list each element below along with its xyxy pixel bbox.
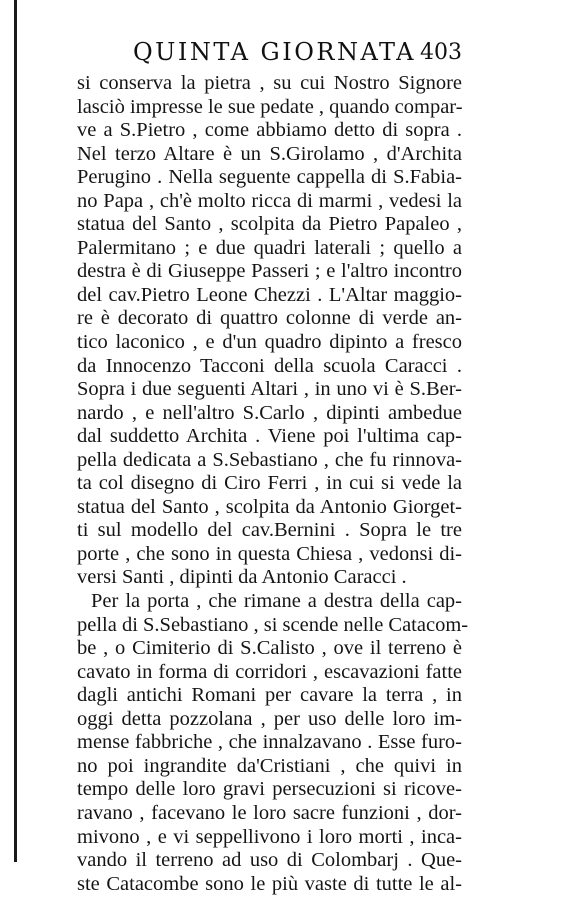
text-line: destra è di Giuseppe Passeri ; e l'altro incontro	[77, 260, 462, 283]
text-line: Nel terzo Altare è un S.Girolamo , d'Archita	[77, 142, 462, 165]
binding-edge-line	[14, 0, 17, 862]
text-line: ve a S.Pietro , come abbiamo detto di sopra .	[77, 119, 462, 142]
text-line: statua del Santo , scolpita da Pietro Papaleo ,	[77, 213, 462, 236]
text-line: dagli antichi Romani per cavare la terra , in	[77, 684, 462, 707]
page-header	[0, 38, 561, 72]
text-line: pella dedicata a S.Sebastiano , che fu rinnova-	[77, 448, 462, 471]
text-line: Sopra i due seguenti Altari , in uno vi è S.Ber-	[77, 378, 462, 401]
text-line: tico laconico , e d'un quadro dipinto a fresco	[77, 331, 462, 354]
text-line: ste Catacombe sono le più vaste di tutte le al-	[77, 872, 462, 895]
text-line: no Papa , ch'è molto ricca di marmi , vedesi la	[77, 189, 462, 212]
text-line: si conserva la pietra , su cui Nostro Signore	[77, 72, 462, 94]
text-line: oggi detta pozzolana , per uso delle loro im-	[77, 707, 462, 730]
text-line: nardo , e nell'altro S.Carlo , dipinti ambedue	[77, 401, 462, 424]
text-line: ti sul modello del cav.Bernini . Sopra le tre	[77, 519, 462, 542]
text-line: Palermitano ; e due quadri laterali ; quello a	[77, 236, 462, 259]
paragraph	[77, 72, 462, 590]
text-line: re è decorato di quattro colonne di verde an-	[77, 307, 462, 330]
text-line: da Innocenzo Tacconi della scuola Caracci .	[77, 354, 462, 377]
text-line: lasciò impresse le sue pedate , quando compar-	[77, 95, 463, 118]
text-line: ravano , facevano le loro sacre funzioni , dor-	[77, 801, 462, 824]
text-line: pella di S.Sebastiano , si scende nelle Catacom-	[77, 613, 469, 636]
text-line: statua del Santo , scolpita da Antonio Giorget-	[77, 495, 462, 518]
text-line: no poi ingrandite da'Cristiani , che quivi in	[77, 754, 462, 777]
paragraph	[77, 590, 469, 896]
text-line: be , o Cimiterio di S.Calisto , ove il terreno è	[77, 637, 462, 660]
text-line: Per la porta , che rimane a destra della cap-	[91, 590, 462, 613]
text-line: Perugino . Nella seguente cappella di S.Fabia-	[77, 166, 462, 189]
page-number: 403	[420, 40, 462, 65]
text-line: mense fabbriche , che innalzavano . Esse furo-	[77, 731, 462, 754]
body-text	[77, 72, 469, 896]
text-line: dal suddetto Archita . Viene poi l'ultima cap-	[77, 425, 462, 448]
text-line: tempo delle loro gravi persecuzioni si ricove-	[77, 778, 462, 801]
text-line: porte , che sono in questa Chiesa , vedonsi di-	[77, 542, 462, 565]
text-line: cavato in forma di corridori , escavazioni fatte	[77, 660, 462, 683]
text-line: mivono , e vi seppellivono i loro morti , inca-	[77, 825, 462, 848]
text-line: del cav.Pietro Leone Chezzi . L'Altar maggio-	[77, 283, 462, 306]
text-line: ta col disegno di Ciro Ferri , in cui si vede la	[77, 472, 462, 495]
running-title: QUINTA GIORNATA	[133, 38, 416, 66]
text-line: versi Santi , dipinti da Antonio Caracci .	[77, 566, 407, 589]
text-line: vando il terreno ad uso di Colombarj . Que-	[77, 849, 462, 872]
